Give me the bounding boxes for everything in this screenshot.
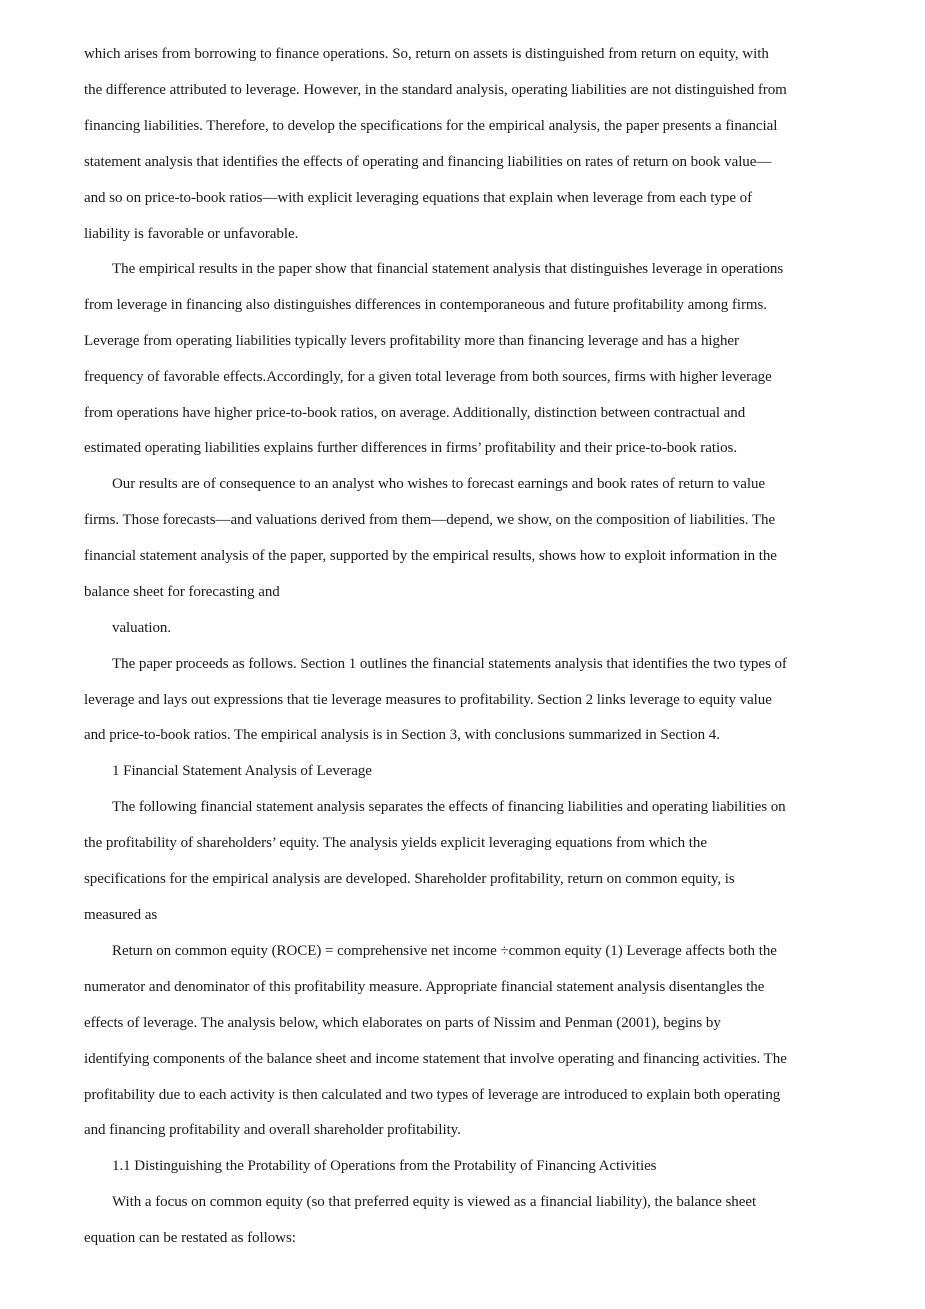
- text-line: measured as: [84, 907, 158, 923]
- text-line: profitability due to each activity is then calculated and two types of leverage are introduced to explain both operating: [84, 1087, 781, 1103]
- paragraph-start-line: Our results are of consequence to an analyst who wishes to forecast earnings and book rates of return to value: [112, 476, 766, 492]
- paragraph-start-line: The empirical results in the paper show that financial statement analysis that distinguishes leverage in operations: [112, 261, 784, 277]
- text-line: specifications for the empirical analysis are developed. Shareholder profitability, return on common equity, is: [84, 871, 735, 887]
- paragraph-start-line: The paper proceeds as follows. Section 1 outlines the financial statements analysis that identifies the two types of: [112, 656, 787, 672]
- text-line: valuation.: [112, 620, 172, 636]
- subsection-heading: 1.1 Distinguishing the Protability of Operations from the Protability of Financing Activities: [112, 1158, 657, 1174]
- text-line: financial statement analysis of the paper, supported by the empirical results, shows how to exploit information in the: [84, 548, 777, 564]
- paragraph-start-line: The following financial statement analysis separates the effects of financing liabilities and operating liabilities on: [112, 799, 786, 815]
- text-line: numerator and denominator of this profitability measure. Appropriate financial statement analysis disentangles the: [84, 979, 765, 995]
- text-line: the difference attributed to leverage. However, in the standard analysis, operating liabilities are not distinguished from: [84, 82, 787, 98]
- text-line: estimated operating liabilities explains further differences in firms’ profitability and their price-to-book ratios.: [84, 440, 738, 456]
- text-line: and price-to-book ratios. The empirical analysis is in Section 3, with conclusions summarized in Section 4.: [84, 727, 720, 743]
- text-line: firms. Those forecasts—and valuations derived from them—depend, we show, on the composition of liabilities. The: [84, 512, 776, 528]
- text-line: from leverage in financing also distinguishes differences in contemporaneous and future profitability among firms.: [84, 297, 767, 313]
- text-line: which arises from borrowing to finance operations. So, return on assets is distinguished from return on equity, with: [84, 46, 769, 62]
- text-line: frequency of favorable effects.Accordingly, for a given total leverage from both sources, firms with higher leverage: [84, 369, 772, 385]
- paragraph-start-line: With a focus on common equity (so that preferred equity is viewed as a financial liability), the balance sheet: [112, 1194, 757, 1210]
- text-line: identifying components of the balance sheet and income statement that involve operating and financing activities. The: [84, 1051, 787, 1067]
- text-line: balance sheet for forecasting and: [84, 584, 280, 600]
- text-line: and financing profitability and overall shareholder profitability.: [84, 1122, 461, 1138]
- text-line: and so on price-to-book ratios—with explicit leveraging equations that explain when leverage from each type of: [84, 190, 753, 206]
- text-line: the profitability of shareholders’ equity. The analysis yields explicit leveraging equations from which the: [84, 835, 707, 851]
- section-heading: 1 Financial Statement Analysis of Leverage: [112, 763, 372, 779]
- text-line: equation can be restated as follows:: [84, 1230, 296, 1246]
- text-line: leverage and lays out expressions that tie leverage measures to profitability. Section 2 links leverage to equity value: [84, 692, 772, 708]
- text-line: statement analysis that identifies the effects of operating and financing liabilities on rates of return on book value—: [84, 154, 772, 170]
- text-line: from operations have higher price-to-book ratios, on average. Additionally, distinction between contractual and: [84, 405, 746, 421]
- text-line: financing liabilities. Therefore, to develop the specifications for the empirical analysis, the paper presents a financial: [84, 118, 778, 134]
- text-line: effects of leverage. The analysis below, which elaborates on parts of Nissim and Penman (2001), begins by: [84, 1015, 721, 1031]
- equation-line: Return on common equity (ROCE) = comprehensive net income ÷common equity (1) Leverage affects both the: [112, 943, 777, 959]
- text-line: liability is favorable or unfavorable.: [84, 226, 299, 242]
- text-line: Leverage from operating liabilities typically levers profitability more than financing leverage and has a higher: [84, 333, 739, 349]
